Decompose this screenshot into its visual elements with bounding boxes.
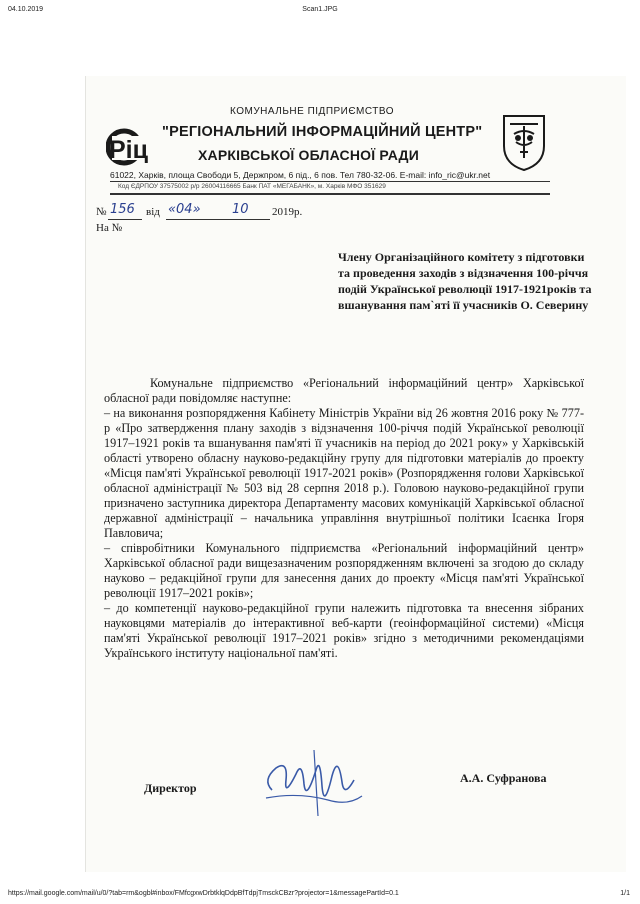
reg-day: «04»	[168, 202, 201, 217]
print-file-name: Scan1.JPG	[302, 6, 338, 13]
reg-na-label: На №	[96, 222, 123, 234]
body-paragraph-2: – співробітники Комунального підприємства «Регіональний інформаційний центр» Харківської обласної ради вищезазначеним розпорядженням включені за згодою до складу науково – редакційної групи для занесення даних до проекту «Місця пам'яті Української революції 1917–2021 років»;	[104, 541, 584, 600]
ric-logo	[106, 122, 156, 172]
org-bank-details: Код ЄДРПОУ 37575002 р/р 26004116665 Банк ПАТ «МЕГАБАНК», м. Харків МФО 351629	[118, 183, 386, 190]
body-paragraph-1: – на виконання розпорядження Кабінету Міністрів України від 26 жовтня 2016 року № 777-р «Про затвердження плану заходів з відзначення 100-річчя подій Української революції 1917–1921 років та вшанування пам'яті її учасників на період до 2021 року» у Харківській області утворено обласну науково-редакційну групу для підготовки матеріалів до проекту «Місця пам'яті Української революції 1917-2021 років» (Розпорядження голови Харківської обласної адміністрації № 503 від 28 серпня 2018 р.). Головою науково-редакційної групи призначено заступника директора Департаменту масових комунікацій Харківської обласної державної адміністрації – начальника управління внутрішньої політики Ісаєнка Ігоря Павловича;	[104, 406, 584, 540]
print-date: 04.10.2019	[8, 6, 44, 13]
logo-text: Ріц	[109, 136, 148, 164]
signatory-name: А.А. Суфранова	[460, 771, 547, 785]
print-page-count: 1/1	[620, 890, 630, 897]
handwritten-signature	[258, 740, 368, 820]
reg-date-underline	[166, 219, 270, 220]
letter-body	[104, 376, 584, 661]
reg-number: 156	[110, 202, 135, 217]
org-name: "РЕГІОНАЛЬНИЙ ІНФОРМАЦІЙНИЙ ЦЕНТР"	[162, 124, 483, 140]
org-type: КОМУНАЛЬНЕ ПІДПРИЄМСТВО	[230, 106, 394, 117]
body-paragraph-3: – до компетенції науково-редакційної групи належить підготовка та внесення зібраних науковцями матеріалів до інтерактивної веб-карти (геоінформаційної системи) «Місця пам'яті Української революції 1917–2021 років» згідно з методичними рекомендаціями Українського інституту національної пам'яті.	[104, 601, 584, 660]
header-rule-bottom	[110, 193, 550, 195]
org-council: ХАРКІВСЬКОЇ ОБЛАСНОЇ РАДИ	[198, 147, 419, 163]
reg-no-label: №	[96, 206, 107, 218]
addressee-block: Члену Організаційного комітету з підготовки та проведення заходів з відзначення 100-річчя подій Української революції 1917-1921років та вшанування пам`яті її учасників О. Северину	[338, 250, 592, 312]
org-address: 61022, Харків, площа Свободи 5, Держпром, 6 під., 6 пов. Тел 780-32-06. E-mail: info_ric@ukr.net	[110, 170, 491, 180]
header-rule-top	[110, 181, 550, 182]
reg-from-label: від	[146, 206, 160, 218]
body-paragraph-intro: Комунальне підприємство «Регіональний інформаційний центр» Харківської обласної ради повідомляє наступне:	[104, 376, 584, 405]
signature-title: Директор	[144, 781, 197, 795]
reg-year: 2019р.	[272, 206, 303, 218]
coat-of-arms-icon	[500, 112, 548, 174]
reg-number-underline	[108, 219, 142, 220]
print-url: https://mail.google.com/mail/u/0/?tab=rm&ogbl#inbox/FMfcgxwDrbtklqDdpBfTdpjTmsckCBzr?projector=1&messagePartId=0.1	[8, 890, 399, 897]
reg-month: 10	[232, 202, 249, 217]
